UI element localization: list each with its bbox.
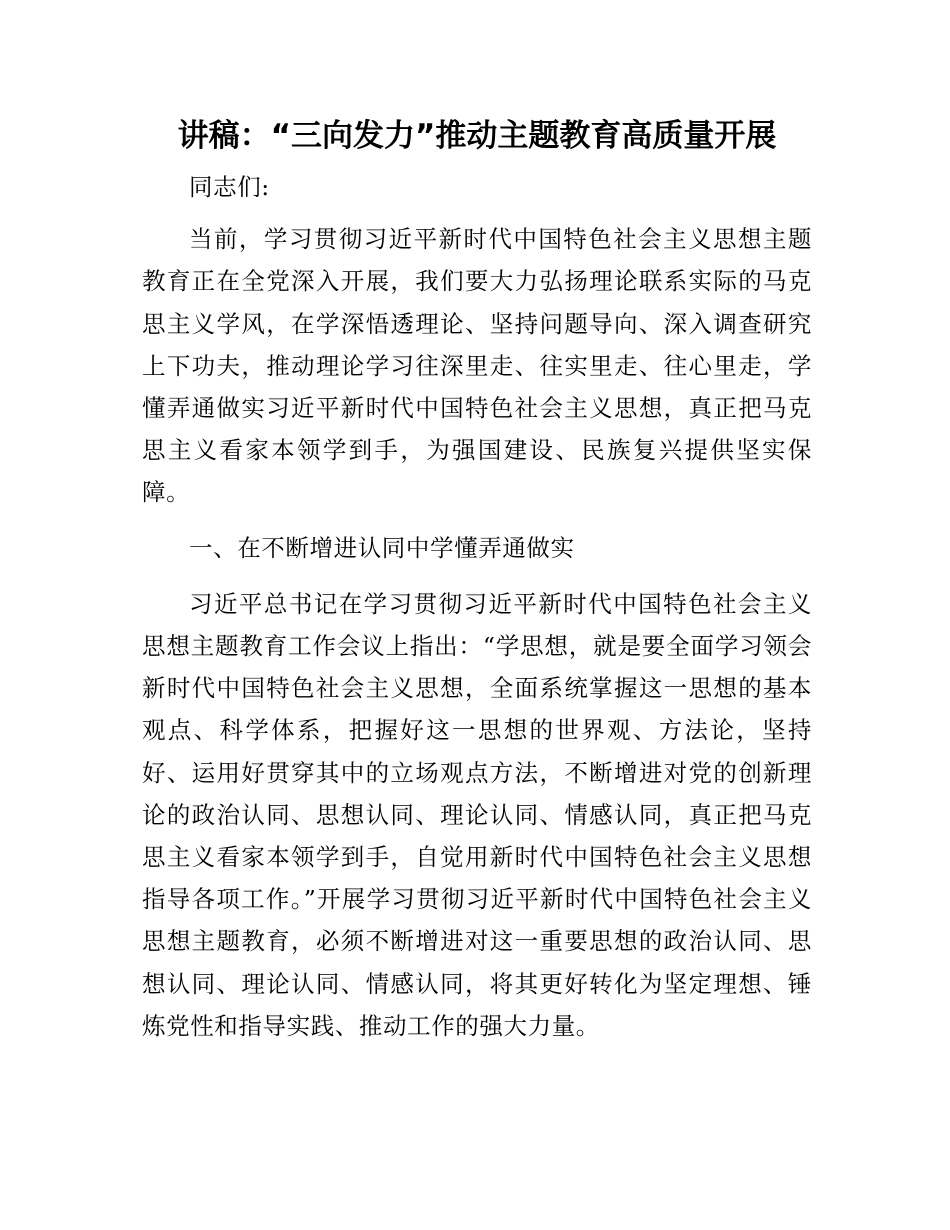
paragraph-intro: 当前，学习贯彻习近平新时代中国特色社会主义思想主题教育正在全党深入开展，我们要大力弘扬理论联系实际的马克思主义学风，在学深悟透理论、坚持问题导向、深入调查研究上下功夫，推动理论学习往深里走、往实里走、往心里走，学懂弄通做实习近平新时代中国特色社会主义思想，真正把马克思主义看家本领学到手，为强国建设、民族复兴提供坚实保障。 — [142, 225, 812, 507]
section-heading-1: 一、在不断增进认同中学懂弄通做实 — [189, 533, 575, 562]
paragraph-section-1: 习近平总书记在学习贯彻习近平新时代中国特色社会主义思想主题教育工作会议上指出：“学思想，就是要全面学习领会新时代中国特色社会主义思想，全面系统掌握这一思想的基本观点、科学体系，把握好这一思想的世界观、方法论，坚持好、运用好贯穿其中的立场观点方法，不断增进对党的创新理论的政治认同、思想认同、理论认同、情感认同，真正把马克思主义看家本领学到手，自觉用新时代中国特色社会主义思想指导各项工作。”开展学习贯彻习近平新时代中国特色社会主义思想主题教育，必须不断增进对这一重要思想的政治认同、思想认同、理论认同、情感认同，将其更好转化为坚定理想、锤炼党性和指导实践、推动工作的强大力量。 — [142, 589, 812, 1040]
document-title: 讲稿：“三向发力”推动主题教育高质量开展 — [177, 118, 777, 154]
salutation: 同志们: — [189, 173, 270, 201]
document-page — [142, 112, 812, 1060]
